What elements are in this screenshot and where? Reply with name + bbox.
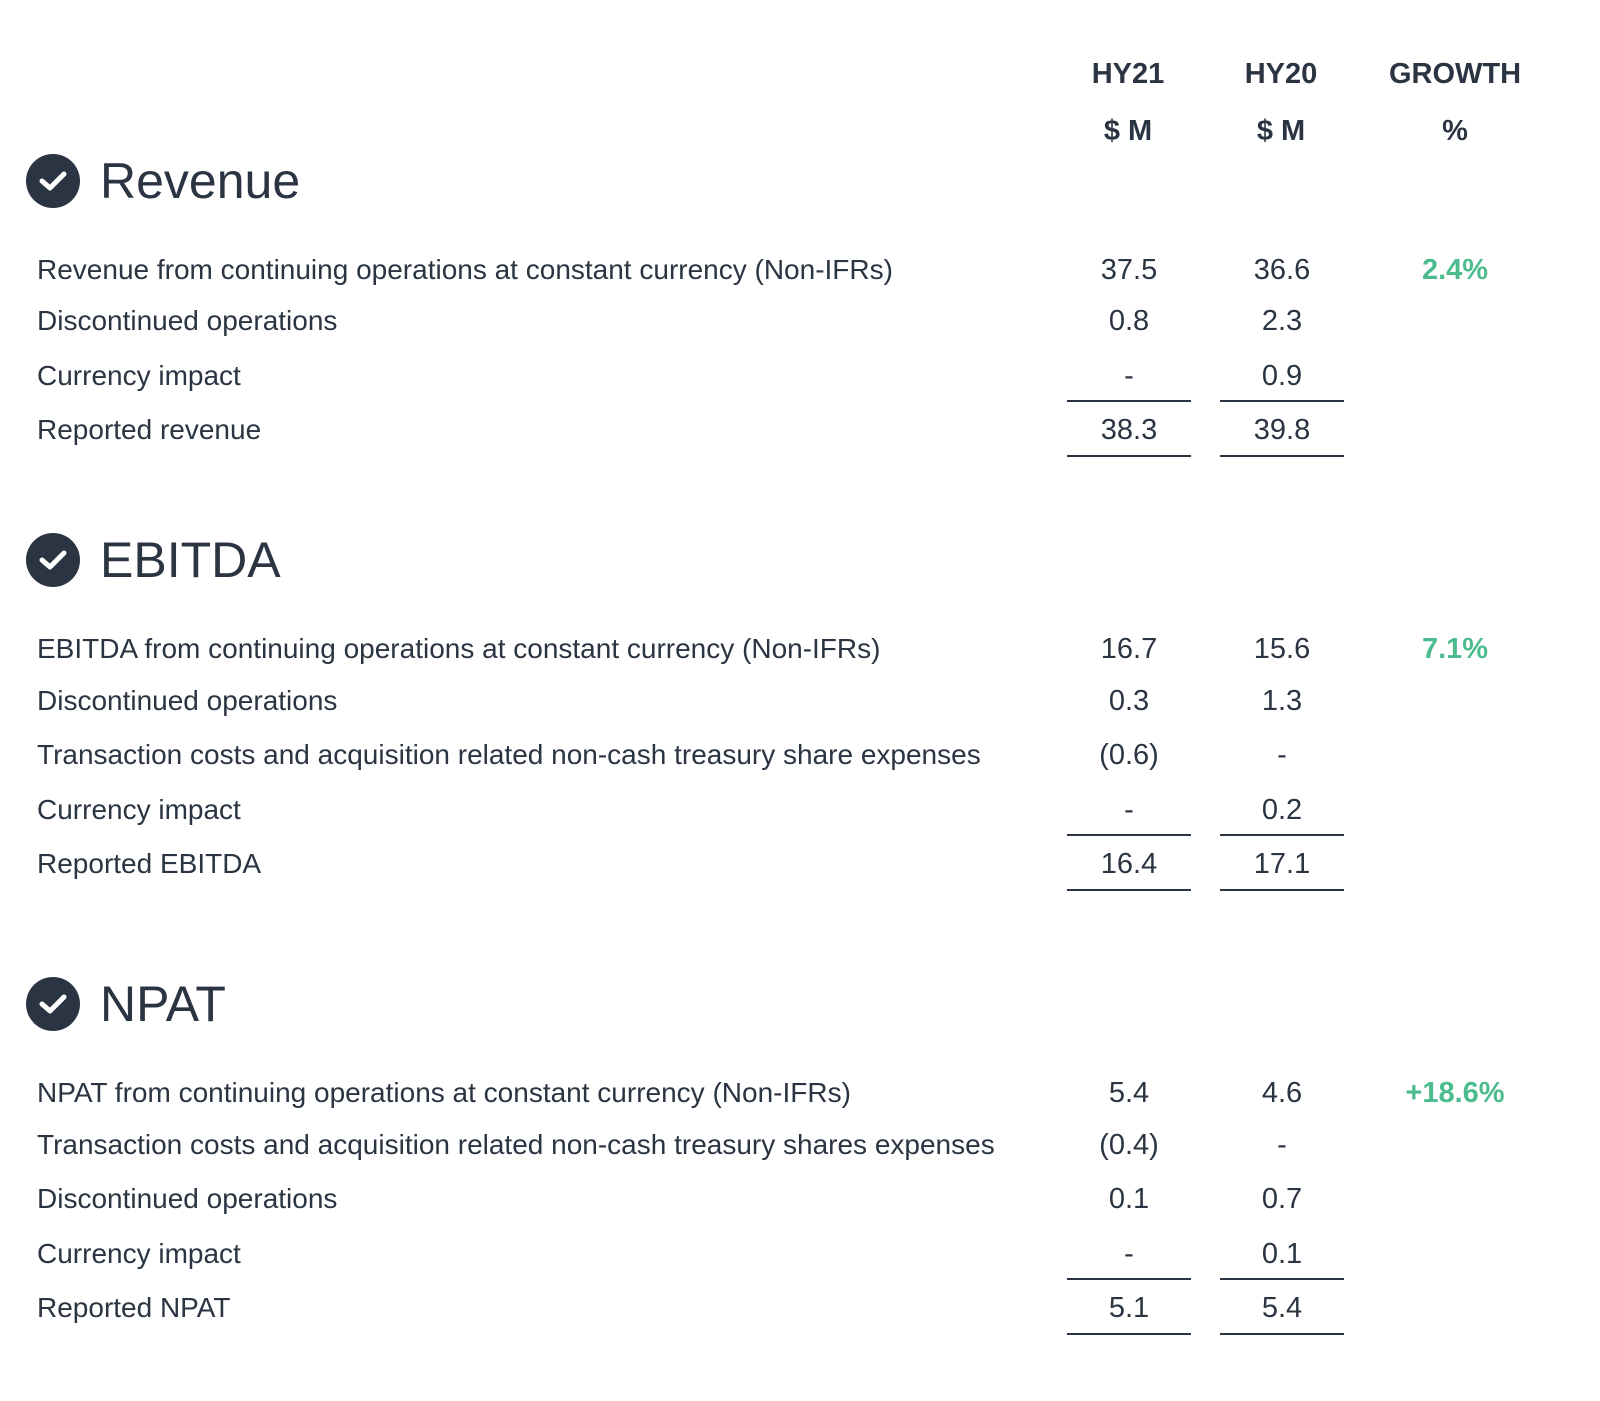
hy20-value: 1.3 <box>1261 685 1303 717</box>
section-name: EBITDA <box>100 532 281 588</box>
table-row <box>0 785 1600 835</box>
hy21-value: (0.6) <box>1099 739 1159 771</box>
check-circle-icon <box>26 977 80 1031</box>
total-rule <box>1220 455 1344 457</box>
hy20-value: 2.3 <box>1261 305 1303 337</box>
subtotal-rule <box>1220 834 1344 836</box>
row-label: Revenue from continuing operations at constant currency (Non-IFRs) <box>37 254 893 285</box>
hy21-value: 0.8 <box>1108 305 1150 337</box>
table-row <box>0 624 1600 674</box>
row-label: Discontinued operations <box>37 305 338 336</box>
table-row-total <box>0 839 1600 889</box>
table-row <box>0 1229 1600 1279</box>
table-row-total <box>0 1283 1600 1333</box>
table-row <box>0 676 1600 726</box>
section-title-ebitda <box>26 532 281 588</box>
growth-value: 7.1% <box>1421 633 1489 665</box>
row-label: Reported revenue <box>37 414 262 445</box>
hy20-value: 39.8 <box>1253 414 1311 446</box>
hy20-value: 5.4 <box>1261 1292 1303 1324</box>
hy21-value: 5.1 <box>1108 1292 1150 1324</box>
section-title-revenue <box>26 153 300 209</box>
hy20-value: 36.6 <box>1253 254 1311 286</box>
subtotal-rule <box>1220 1278 1344 1280</box>
table-row-total <box>0 405 1600 455</box>
subtotal-rule <box>1067 400 1191 402</box>
hy20-value: - <box>1277 1129 1287 1161</box>
total-rule <box>1067 1333 1191 1335</box>
section-name: Revenue <box>100 153 301 209</box>
subtotal-rule <box>1220 400 1344 402</box>
column-unit-growth: % <box>1442 115 1468 147</box>
row-label: Currency impact <box>37 1238 241 1269</box>
row-label: Reported EBITDA <box>37 848 262 879</box>
hy20-value: 4.6 <box>1261 1077 1303 1109</box>
table-row <box>0 245 1600 295</box>
row-label: Currency impact <box>37 794 241 825</box>
row-label: Transaction costs and acquisition related non-cash treasury shares expenses <box>37 1129 995 1160</box>
row-label: Discontinued operations <box>37 1183 338 1214</box>
row-label: Discontinued operations <box>37 685 338 716</box>
total-rule <box>1220 1333 1344 1335</box>
row-label: Transaction costs and acquisition related non-cash treasury share expenses <box>37 739 981 770</box>
row-label: EBITDA from continuing operations at constant currency (Non-IFRs) <box>37 633 881 664</box>
hy20-value: 0.1 <box>1261 1238 1303 1270</box>
hy21-value: 16.7 <box>1100 633 1158 665</box>
growth-value: +18.6% <box>1405 1077 1505 1109</box>
column-unit-hy21: $ M <box>1103 115 1153 147</box>
hy21-value: (0.4) <box>1099 1129 1159 1161</box>
hy21-value: 16.4 <box>1100 848 1158 880</box>
hy21-value: - <box>1124 794 1134 826</box>
column-header-hy21: HY21 <box>1091 58 1165 90</box>
hy20-value: 15.6 <box>1253 633 1311 665</box>
table-row <box>0 1120 1600 1170</box>
row-label: Currency impact <box>37 360 241 391</box>
table-row <box>0 351 1600 401</box>
section-title-npat <box>26 976 226 1032</box>
table-row <box>0 1174 1600 1224</box>
hy20-value: 17.1 <box>1253 848 1311 880</box>
column-header-growth: GROWTH <box>1388 58 1522 90</box>
total-rule <box>1220 889 1344 891</box>
hy21-value: 0.3 <box>1108 685 1150 717</box>
table-row <box>0 1068 1600 1118</box>
hy20-value: - <box>1277 739 1287 771</box>
hy20-value: 0.9 <box>1261 360 1303 392</box>
subtotal-rule <box>1067 834 1191 836</box>
total-rule <box>1067 455 1191 457</box>
section-name: NPAT <box>100 976 226 1032</box>
hy21-value: - <box>1124 1238 1134 1270</box>
column-unit-hy20: $ M <box>1256 115 1306 147</box>
hy21-value: - <box>1124 360 1134 392</box>
table-row <box>0 730 1600 780</box>
subtotal-rule <box>1067 1278 1191 1280</box>
hy20-value: 0.2 <box>1261 794 1303 826</box>
total-rule <box>1067 889 1191 891</box>
hy21-value: 5.4 <box>1108 1077 1150 1109</box>
row-label: NPAT from continuing operations at constant currency (Non-IFRs) <box>37 1077 851 1108</box>
table-row <box>0 296 1600 346</box>
hy20-value: 0.7 <box>1261 1183 1303 1215</box>
hy21-value: 0.1 <box>1108 1183 1150 1215</box>
hy21-value: 37.5 <box>1100 254 1158 286</box>
check-circle-icon <box>26 533 80 587</box>
row-label: Reported NPAT <box>37 1292 231 1323</box>
column-header-hy20: HY20 <box>1244 58 1318 90</box>
hy21-value: 38.3 <box>1100 414 1158 446</box>
check-circle-icon <box>26 154 80 208</box>
growth-value: 2.4% <box>1421 254 1489 286</box>
